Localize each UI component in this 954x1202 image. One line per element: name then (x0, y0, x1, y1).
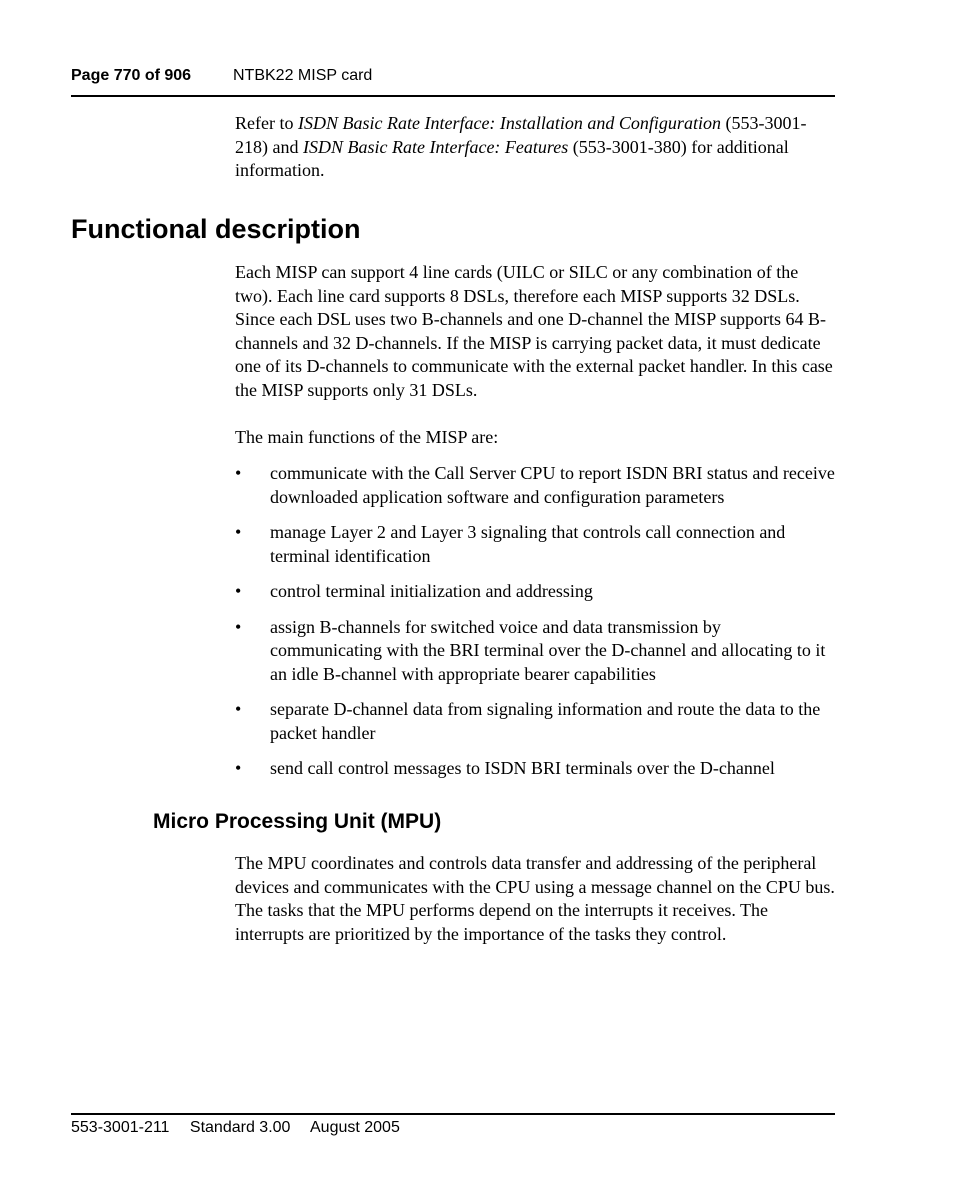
bullet-icon: • (235, 522, 242, 542)
footer-doc-number: 553-3001-211 (71, 1119, 170, 1136)
intro-text-2: (553-3001-218) and (235, 113, 807, 157)
list-item-text: assign B-channels for switched voice and data transmission by communicating with the BRI terminal over the D-channel and allocating to it an idle B-channel with appropriate bearer capabilities (270, 616, 826, 684)
intro-text-1: Refer to (235, 113, 298, 133)
page-header (71, 66, 835, 86)
list-intro-text: The main functions of the MISP are: (235, 427, 499, 447)
list-item (235, 580, 835, 604)
page-footer (71, 1118, 416, 1138)
page-number: Page 770 of 906 (71, 67, 192, 84)
bullet-icon: • (235, 699, 242, 719)
bullet-icon: • (235, 616, 242, 637)
reference-title-features: ISDN Basic Rate Interface: Features (302, 136, 569, 157)
bullet-icon: • (235, 581, 242, 601)
intro-text-3: (553-3001-380) for additional information. (235, 136, 789, 180)
list-item-text: communicate with the Call Server CPU to report ISDN BRI status and receive downloaded application software and configuration parameters (270, 463, 835, 507)
list-intro (235, 426, 835, 450)
section-heading-functional-description: Functional description (71, 214, 361, 244)
list-item (235, 616, 835, 687)
list-item-text: control terminal initialization and addressing (270, 581, 593, 601)
list-item-text: manage Layer 2 and Layer 3 signaling that controls call connection and terminal identification (270, 522, 786, 566)
footer-date: August 2005 (310, 1119, 400, 1136)
functional-description-paragraph (235, 261, 835, 402)
list-item (235, 462, 835, 509)
document-title: NTBK22 MISP card (233, 67, 373, 84)
intro-paragraph (235, 112, 835, 183)
list-item (235, 698, 835, 745)
list-item-text: send call control messages to ISDN BRI terminals over the D-channel (270, 758, 775, 778)
section-heading-mpu: Micro Processing Unit (MPU) (153, 810, 442, 833)
footer-divider (71, 1113, 835, 1115)
bullet-icon: • (235, 463, 242, 483)
list-item-text: separate D-channel data from signaling information and route the data to the packet handler (270, 699, 821, 743)
list-item (235, 757, 835, 781)
header-divider (71, 95, 835, 97)
footer-standard: Standard 3.00 (189, 1119, 291, 1136)
list-item (235, 521, 835, 568)
bullet-icon: • (235, 758, 242, 778)
mpu-paragraph (235, 852, 835, 946)
functional-description-text: Each MISP can support 4 line cards (UILC or SILC or any combination of the two). Each line card supports 8 DSLs, therefore each MISP supports 32 DSLs. Since each DSL uses two B-channels and one D-channel the MISP supports 64 B-channels and 32 D-channels. If the MISP is carrying packet data, it must dedicate one of its D-channels to communicate with the external packet handler. In this case the MISP supports only 31 DSLs. (235, 262, 833, 400)
reference-title-installation: ISDN Basic Rate Interface: Installation and Configuration (297, 113, 721, 133)
misp-functions-list (235, 462, 835, 793)
mpu-text: The MPU coordinates and controls data transfer and addressing of the peripheral devices and communicates with the CPU using a message channel on the CPU bus. The tasks that the MPU performs depend on the interrupts it receives. The interrupts are prioritized by the importance of the tasks they control. (235, 853, 835, 944)
